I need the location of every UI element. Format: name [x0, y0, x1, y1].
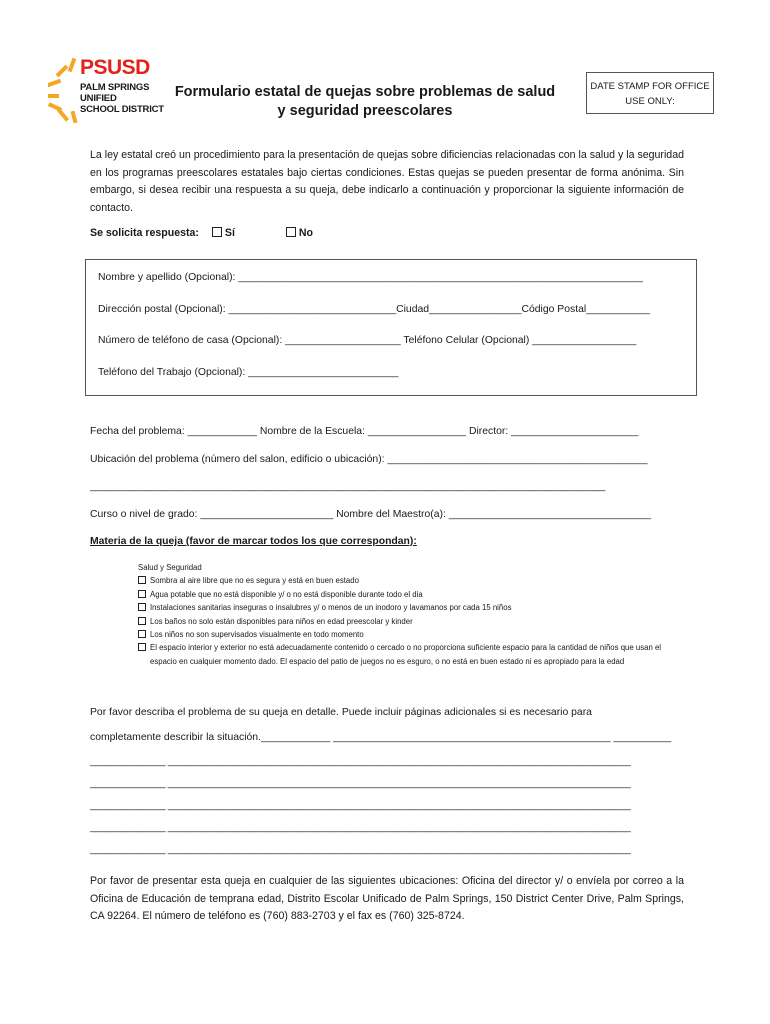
- item-checkbox[interactable]: [138, 643, 146, 651]
- checklist-item[interactable]: [138, 641, 683, 668]
- no-label: No: [298, 227, 313, 239]
- subject-heading: Materia de la queja (favor de marcar todos los que correspondan):: [90, 536, 417, 547]
- describe-blank-line[interactable]: ______________ ______________________________________________________________________________________: [90, 800, 631, 811]
- yes-label: Sí: [224, 227, 235, 239]
- complaint-checklist: [138, 561, 683, 668]
- describe-instructions: Por favor describa el problema de su queja en detalle. Puede incluir páginas adicionales si es necesario para: [90, 707, 592, 718]
- item-label: Los niños no son supervisados visualmente en todo momento: [150, 630, 364, 640]
- home-phone-field[interactable]: Número de teléfono de casa (Opcional): ____________________ Teléfono Celular (Opcional) __________________: [98, 335, 637, 346]
- district-logo: [48, 56, 166, 124]
- describe-blank-line[interactable]: ______________ ______________________________________________________________________________________: [90, 756, 631, 767]
- location-continuation-line[interactable]: ______________________________________________________________________________________________: [90, 481, 606, 492]
- item-checkbox[interactable]: [138, 576, 146, 584]
- stamp-line-1: DATE STAMP FOR OFFICE: [590, 81, 710, 92]
- item-label: Instalaciones sanitarias inseguras o insalubres y/ o menos de un inodoro y lavamanos por cada 15 niños: [150, 603, 512, 613]
- item-label: Los baños no solo están disponibles para niños en edad preescolar y kinder: [150, 616, 413, 626]
- response-yes-option[interactable]: [212, 227, 238, 239]
- item-label: Agua potable que no está disponible y/ o no está disponible durante todo el dia: [150, 589, 423, 599]
- date-stamp-box: [586, 72, 714, 114]
- response-no-option[interactable]: [286, 227, 313, 239]
- checklist-item[interactable]: [138, 615, 683, 628]
- logo-line-3: SCHOOL DISTRICT: [80, 104, 164, 115]
- describe-blank-line[interactable]: ______________ ______________________________________________________________________________________: [90, 822, 631, 833]
- checklist-item[interactable]: [138, 574, 683, 587]
- describe-blank-line[interactable]: ______________ ______________________________________________________________________________________: [90, 778, 631, 789]
- response-requested-row: [90, 227, 313, 239]
- item-checkbox[interactable]: [138, 590, 146, 598]
- checklist-category: Salud y Seguridad: [138, 563, 202, 572]
- grade-teacher-field[interactable]: Curso o nivel de grado: _______________________ Nombre del Maestro(a): ___________________________________: [90, 509, 651, 520]
- checklist-item[interactable]: [138, 628, 683, 641]
- work-phone-field[interactable]: Teléfono del Trabajo (Opcional): __________________________: [98, 367, 399, 378]
- response-label: Se solicita respuesta:: [90, 227, 199, 239]
- item-checkbox[interactable]: [138, 617, 146, 625]
- title-line-1: Formulario estatal de quejas sobre problemas de salud: [174, 84, 556, 100]
- describe-first-line[interactable]: completamente describir la situación.____________ ________________________________________________ __________: [90, 732, 672, 743]
- logo-acronym: PSUSD: [80, 56, 150, 79]
- form-title: [160, 83, 570, 121]
- stamp-line-2: USE ONLY:: [625, 96, 675, 107]
- no-checkbox[interactable]: [286, 227, 296, 237]
- address-field[interactable]: Dirección postal (Opcional): _____________________________Ciudad________________Código Postal___________: [98, 304, 650, 315]
- logo-line-1: PALM SPRINGS: [80, 82, 150, 93]
- submission-instructions: Por favor de presentar esta queja en cualquier de las siguientes ubicaciones: Oficina del director y/ o envíela por correo a la Oficina de Educación de temprana edad, Distrito Escolar Unificado de Palm Springs, 150 District Center Drive, Palm Springs, CA 92264. El número de teléfono es (760) 883-2703 y el fax es (760) 325-8724.: [90, 875, 684, 922]
- checklist-item[interactable]: [138, 601, 683, 614]
- contact-info-box: [85, 259, 697, 396]
- title-line-2: y seguridad preescolares: [277, 103, 453, 119]
- sun-rays-icon: [48, 56, 82, 124]
- name-field[interactable]: Nombre y apellido (Opcional): ______________________________________________________________________: [98, 272, 643, 283]
- item-label: El espacio interior y exterior no está adecuadamente contenido o cercado o no proporciona suficiente espacio para la cantidad de niños que usan el espacio en cualquier momento dado. El espacio del patio de juegos no es esguro, o no está en buen estado ni es apropiado para la edad: [150, 643, 662, 666]
- location-field[interactable]: Ubicación del problema (número del salon, edificio o ubicación): _____________________________________________: [90, 454, 648, 465]
- item-checkbox[interactable]: [138, 630, 146, 638]
- yes-checkbox[interactable]: [212, 227, 222, 237]
- item-checkbox[interactable]: [138, 603, 146, 611]
- describe-blank-line[interactable]: ______________ ______________________________________________________________________________________: [90, 844, 631, 855]
- item-label: Sombra al aire libre que no es segura y está en buen estado: [150, 576, 359, 586]
- checklist-item[interactable]: [138, 588, 683, 601]
- logo-line-2: UNIFIED: [80, 93, 117, 104]
- intro-paragraph: La ley estatal creó un procedimiento para la presentación de quejas sobre dificiencias relacionadas con la salud y la seguridad en los programas preescolares estatales bajo ciertas condiciones. Estas quejas se pueden presentar de forma anónima. Sin embargo, si desea recibir una respuesta a su queja, debe indicarlo a continuación y proporcionar la siguiente información de contacto.: [90, 149, 684, 214]
- date-school-director-field[interactable]: Fecha del problema: ____________ Nombre de la Escuela: _________________ Director: ______________________: [90, 426, 639, 437]
